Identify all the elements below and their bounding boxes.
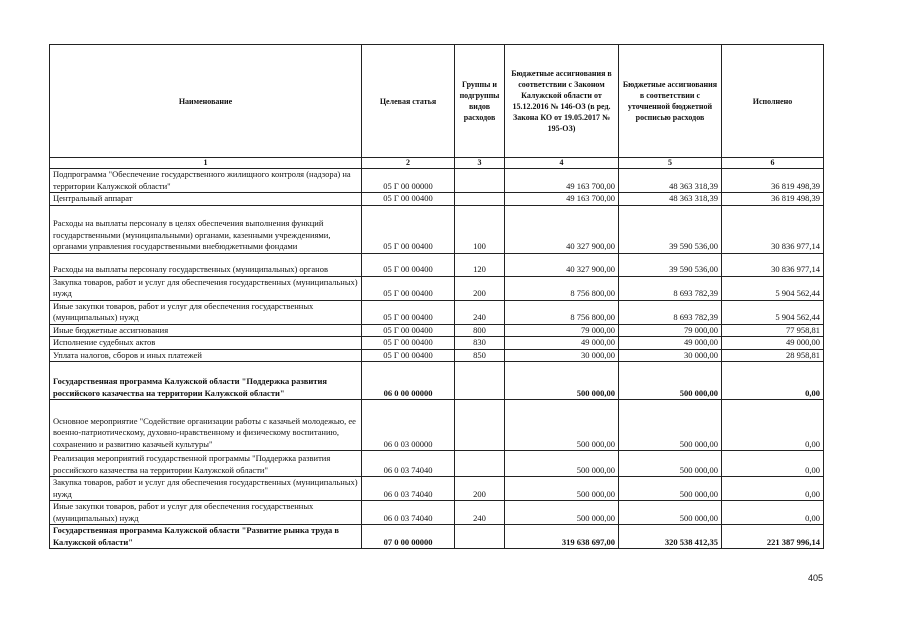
cell-executed: 5 904 562,44 — [722, 276, 824, 300]
cell-name: Иные закупки товаров, работ и услуг для обеспечения государственных (муниципальных) нужд — [50, 501, 362, 525]
cell-group — [455, 362, 505, 400]
cell-group — [455, 400, 505, 451]
cell-target: 05 Г 00 00400 — [362, 324, 455, 337]
cell-refined: 8 693 782,39 — [619, 276, 722, 300]
table-row — [50, 349, 824, 362]
cell-executed: 30 836 977,14 — [722, 253, 824, 276]
cell-target: 06 0 03 74040 — [362, 451, 455, 477]
cell-target: 05 Г 00 00400 — [362, 276, 455, 300]
cell-executed: 0,00 — [722, 400, 824, 451]
cell-refined: 49 000,00 — [619, 337, 722, 350]
cell-name: Подпрограмма "Обеспечение государственного жилищного контроля (надзора) на территории Калужской области" — [50, 169, 362, 193]
cell-executed: 28 958,81 — [722, 349, 824, 362]
cell-refined: 500 000,00 — [619, 362, 722, 400]
table-row — [50, 451, 824, 477]
cell-executed: 49 000,00 — [722, 337, 824, 350]
cell-law: 49 163 700,00 — [505, 169, 619, 193]
cell-refined: 320 538 412,35 — [619, 525, 722, 549]
cell-target: 05 Г 00 00400 — [362, 193, 455, 206]
cell-refined: 48 363 318,39 — [619, 169, 722, 193]
cell-name: Исполнение судебных актов — [50, 337, 362, 350]
cell-target: 07 0 00 00000 — [362, 525, 455, 549]
table-row — [50, 324, 824, 337]
cell-name: Государственная программа Калужской области "Развитие рынка труда в Калужской области" — [50, 525, 362, 549]
column-number: 5 — [619, 158, 722, 169]
cell-law: 500 000,00 — [505, 477, 619, 501]
cell-law: 8 756 800,00 — [505, 276, 619, 300]
column-number: 1 — [50, 158, 362, 169]
cell-target: 06 0 03 00000 — [362, 400, 455, 451]
cell-name: Расходы на выплаты персоналу в целях обеспечения выполнения функций государственными (муниципальными) органами, казенными учреждениями, органами управления государственными внебюджетными фондами — [50, 205, 362, 253]
cell-group: 850 — [455, 349, 505, 362]
header-executed: Исполнено — [722, 45, 824, 158]
cell-refined: 500 000,00 — [619, 400, 722, 451]
cell-refined: 48 363 318,39 — [619, 193, 722, 206]
cell-law: 8 756 800,00 — [505, 300, 619, 324]
cell-law: 500 000,00 — [505, 451, 619, 477]
cell-group: 100 — [455, 205, 505, 253]
cell-name: Уплата налогов, сборов и иных платежей — [50, 349, 362, 362]
table-row — [50, 525, 824, 549]
column-number: 2 — [362, 158, 455, 169]
cell-group — [455, 193, 505, 206]
cell-group: 240 — [455, 300, 505, 324]
cell-name: Иные закупки товаров, работ и услуг для обеспечения государственных (муниципальных) нужд — [50, 300, 362, 324]
cell-law: 49 000,00 — [505, 337, 619, 350]
budget-table — [49, 44, 824, 549]
cell-refined: 500 000,00 — [619, 501, 722, 525]
cell-law: 30 000,00 — [505, 349, 619, 362]
cell-target: 06 0 00 00000 — [362, 362, 455, 400]
cell-name: Расходы на выплаты персоналу государственных (муниципальных) органов — [50, 253, 362, 276]
cell-name: Государственная программа Калужской области "Поддержка развития российского казачества на территории Калужской области" — [50, 362, 362, 400]
cell-target: 05 Г 00 00000 — [362, 169, 455, 193]
cell-executed: 77 958,81 — [722, 324, 824, 337]
cell-group: 800 — [455, 324, 505, 337]
table-row — [50, 193, 824, 206]
cell-target: 05 Г 00 00400 — [362, 300, 455, 324]
header-name: Наименование — [50, 45, 362, 158]
cell-group: 830 — [455, 337, 505, 350]
cell-law: 79 000,00 — [505, 324, 619, 337]
table-row — [50, 205, 824, 253]
cell-group: 200 — [455, 477, 505, 501]
header-expense-groups: Группы и подгруппы видов расходов — [455, 45, 505, 158]
cell-refined: 500 000,00 — [619, 451, 722, 477]
cell-name: Реализация мероприятий государственной программы "Поддержка развития российского казачества на территории Калужской области" — [50, 451, 362, 477]
cell-executed: 36 819 498,39 — [722, 169, 824, 193]
cell-executed: 0,00 — [722, 501, 824, 525]
table-row — [50, 253, 824, 276]
header-target-article: Целевая статья — [362, 45, 455, 158]
cell-group — [455, 451, 505, 477]
column-number: 3 — [455, 158, 505, 169]
cell-name: Центральный аппарат — [50, 193, 362, 206]
cell-executed: 0,00 — [722, 477, 824, 501]
cell-law: 49 163 700,00 — [505, 193, 619, 206]
cell-law: 500 000,00 — [505, 362, 619, 400]
cell-group: 120 — [455, 253, 505, 276]
cell-law: 40 327 900,00 — [505, 205, 619, 253]
cell-refined: 500 000,00 — [619, 477, 722, 501]
cell-executed: 0,00 — [722, 451, 824, 477]
cell-name: Закупка товаров, работ и услуг для обеспечения государственных (муниципальных) нужд — [50, 276, 362, 300]
cell-refined: 30 000,00 — [619, 349, 722, 362]
cell-group — [455, 169, 505, 193]
cell-name: Основное мероприятие "Содействие организации работы с казачьей молодежью, ее военно-патриотическому, духовно-нравственному и физическому воспитанию, сохранению и развитию казачьей культуры" — [50, 400, 362, 451]
table-row — [50, 300, 824, 324]
table-row — [50, 362, 824, 400]
cell-refined: 39 590 536,00 — [619, 205, 722, 253]
cell-executed: 30 836 977,14 — [722, 205, 824, 253]
table-row — [50, 477, 824, 501]
cell-group: 240 — [455, 501, 505, 525]
table-row — [50, 501, 824, 525]
cell-group — [455, 525, 505, 549]
cell-group: 200 — [455, 276, 505, 300]
cell-target: 05 Г 00 00400 — [362, 253, 455, 276]
cell-executed: 36 819 498,39 — [722, 193, 824, 206]
page-number: 405 — [808, 573, 824, 583]
cell-refined: 39 590 536,00 — [619, 253, 722, 276]
cell-target: 06 0 03 74040 — [362, 477, 455, 501]
cell-executed: 221 387 996,14 — [722, 525, 824, 549]
cell-executed: 5 904 562,44 — [722, 300, 824, 324]
header-refined-allocations: Бюджетные ассигнования в соответствии с уточненной бюджетной росписью расходов — [619, 45, 722, 158]
header-law-allocations: Бюджетные ассигнования в соответствии с Законом Калужской области от 15.12.2016 № 146-ОЗ (в ред. Закона КО от 19.05.2017 № 195-ОЗ) — [505, 45, 619, 158]
column-number: 4 — [505, 158, 619, 169]
cell-name: Иные бюджетные ассигнования — [50, 324, 362, 337]
cell-target: 05 Г 00 00400 — [362, 349, 455, 362]
column-number: 6 — [722, 158, 824, 169]
cell-refined: 79 000,00 — [619, 324, 722, 337]
table-row — [50, 276, 824, 300]
cell-target: 05 Г 00 00400 — [362, 205, 455, 253]
cell-law: 319 638 697,00 — [505, 525, 619, 549]
table-row — [50, 400, 824, 451]
table-row — [50, 337, 824, 350]
cell-executed: 0,00 — [722, 362, 824, 400]
table-row — [50, 169, 824, 193]
cell-name: Закупка товаров, работ и услуг для обеспечения государственных (муниципальных) нужд — [50, 477, 362, 501]
cell-law: 500 000,00 — [505, 501, 619, 525]
cell-refined: 8 693 782,39 — [619, 300, 722, 324]
cell-law: 500 000,00 — [505, 400, 619, 451]
cell-target: 05 Г 00 00400 — [362, 337, 455, 350]
cell-law: 40 327 900,00 — [505, 253, 619, 276]
cell-target: 06 0 03 74040 — [362, 501, 455, 525]
